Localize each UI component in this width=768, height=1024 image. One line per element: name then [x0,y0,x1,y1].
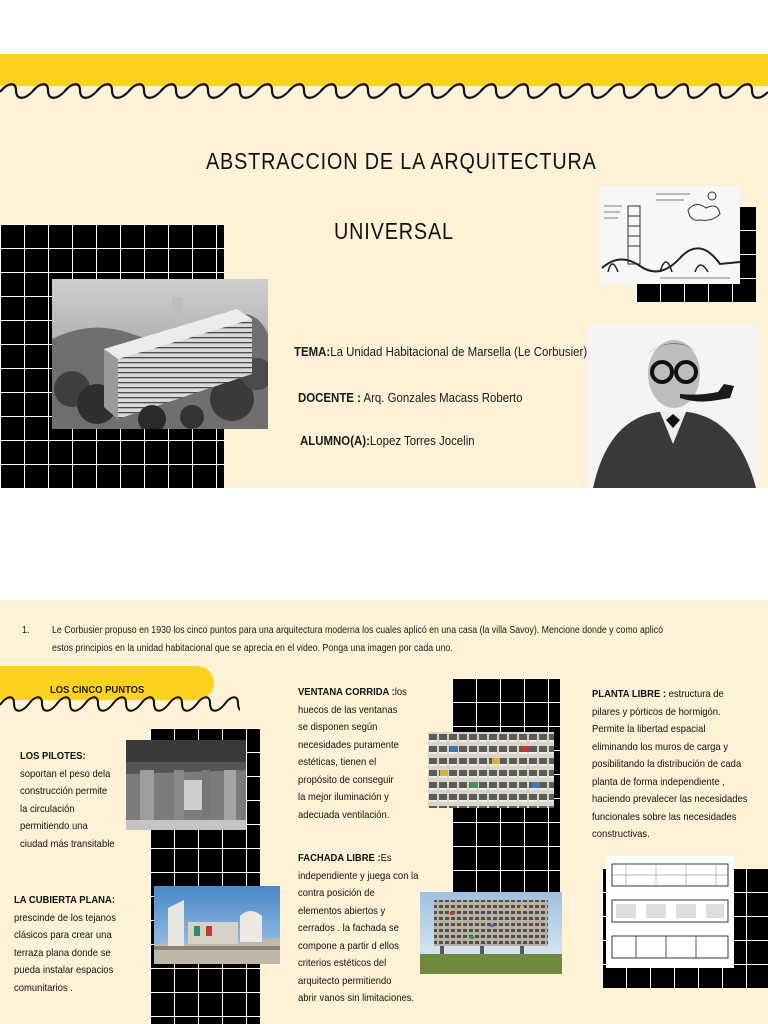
page-title-line-1: ABSTRACCION DE LA ARQUITECTURA [206,148,597,174]
text-line: adecuada ventilación. [298,808,390,821]
text-line: prescinde de los tejanos [14,911,116,924]
text-line: comunitarios . [14,981,73,994]
text-line: contra posición de [298,887,375,899]
le-corbusier-portrait-photo [588,324,758,488]
text-line: la mejor iluminación y [298,791,389,803]
le-corbusier-sketch-image [600,186,740,284]
five-points-slide [0,600,768,1024]
question-line-1: Le Corbusier propuso en 1930 los cinco puntos para una arquitectura moderna los cuales aplicó en una casa (la villa Savoy). Mencione donde y como aplicó [52,625,663,636]
text-line: posibilitando la distribución de cada [592,758,742,770]
text-line: necesidades puramente [298,738,399,751]
text-line: soportan el peso dela [20,767,111,780]
text-line: arquitecto permitiendo [298,974,392,987]
fachada-first-word: Es [380,852,392,864]
alumno-value: Lopez Torres Jocelin [369,433,475,448]
text-line: pilares y pórticos de hormigón. [592,705,721,718]
wavy-line-decoration [0,82,768,112]
tema-label: TEMA: [294,344,331,359]
text-line: pueda instalar espacios [14,964,114,976]
planta-body [592,704,763,844]
question-line-2: estos principios en la unidad habitacional que se aprecia en el video. Ponga una imagen por cada uno. [52,643,453,654]
question-text [52,622,747,658]
planta-libre-text [592,686,763,844]
text-line: se disponen según [298,721,378,733]
tema-line [294,344,587,359]
planta-first-line [592,686,763,704]
fachada-libre-photo [420,892,562,974]
text-line: planta de forma independiente , [592,775,725,788]
fachada-body [298,868,433,1008]
text-line: terraza plana donde se [14,946,111,959]
pilotes-title: LOS PILOTES: [20,750,86,762]
ventana-first-word: los [394,686,407,698]
wavy-line-decoration-small [0,695,240,719]
ventana-title: VENTANA CORRIDA : [298,686,395,698]
tema-value: La Unidad Habitacional de Marsella (Le Corbusier) [330,344,588,359]
planta-title: PLANTA LIBRE : [592,688,667,700]
text-line: funcionales sobre las necesidades [592,810,737,823]
cubierta-plana-photo [154,886,280,964]
cinco-puntos-label: LOS CINCO PUNTOS [50,684,145,696]
ventana-corrida-text [298,684,433,824]
docente-value: Arq. Gonzales Macass Roberto [363,390,523,405]
planta-first-word: estructura de [668,688,724,700]
docente-label: DOCENTE : [298,390,361,405]
pilotes-body [20,766,146,854]
text-line: huecos de las ventanas [298,703,398,716]
fachada-first-line [298,850,433,868]
unite-habitation-aerial-photo [52,279,268,429]
docente-line [298,390,522,405]
text-line: estéticas, tienen el [298,756,377,768]
text-line: permitiendo una [20,820,88,832]
text-line: ciudad más transitable [20,837,115,850]
text-line: la circulación [20,802,75,815]
question-number: 1. [22,625,30,636]
text-line: compone a partir d ellos [298,939,399,952]
text-line: abrir vanos sin limitaciones. [298,992,415,1004]
cubierta-body [14,910,149,998]
fachada-title: FACHADA LIBRE : [298,852,381,864]
text-line: criterios estéticos del [298,957,387,969]
cubierta-title: LA CUBIERTA PLANA: [14,894,115,906]
ventana-first-line [298,684,433,702]
text-line: clásicos para crear una [14,929,112,941]
alumno-label: ALUMNO(A): [300,433,370,448]
text-line: independiente y juega con la [298,869,419,882]
cover-slide [0,54,768,488]
text-line: eliminando los muros de carga y [592,740,729,753]
text-line: elementos abiertos y [298,904,386,917]
text-line: propósito de conseguir [298,773,394,786]
ventana-corrida-photo [428,732,554,808]
alumno-line [300,433,475,448]
page-title-line-2: UNIVERSAL [334,218,454,244]
ventana-body [298,702,433,825]
text-line: Permite la libertad espacial [592,723,706,735]
planta-libre-drawing [606,856,734,968]
text-line: cerrados . la fachada se [298,922,399,934]
fachada-libre-text [298,850,433,1008]
text-line: haciendo prevalecer las necesidades [592,793,748,805]
cubierta-plana-text [14,892,149,997]
text-line: constructivas. [592,828,650,840]
pilotes-text [20,748,146,853]
text-line: construcción permite [20,785,108,797]
